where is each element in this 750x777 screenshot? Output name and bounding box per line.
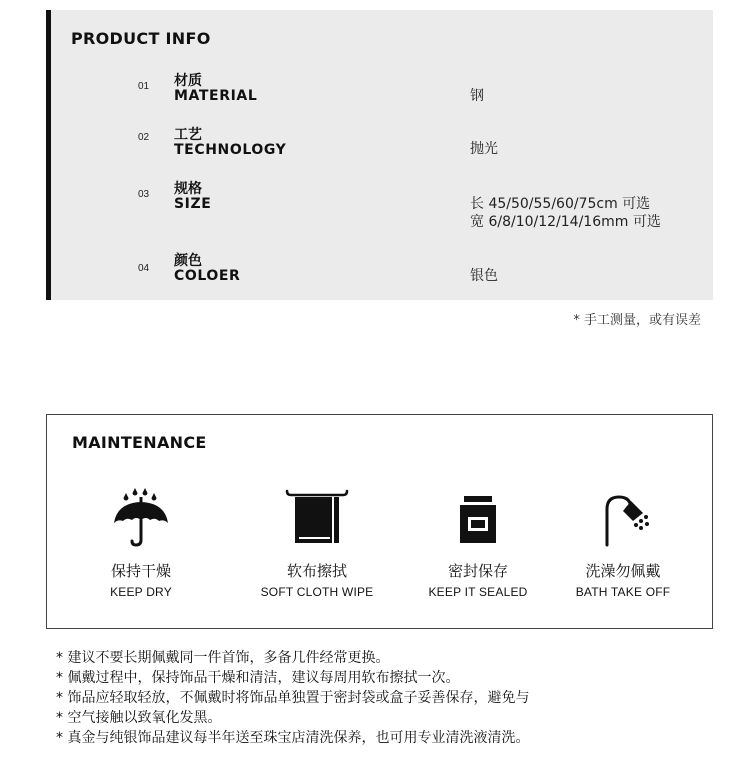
maintenance-label-en: BATH TAKE OFF bbox=[575, 585, 671, 599]
row-value: 抛光 bbox=[470, 141, 498, 157]
measurement-note: * 手工测量，或有误差 bbox=[573, 313, 701, 328]
row-value: 银色 bbox=[470, 268, 498, 284]
product-info-title: PRODUCT INFO bbox=[71, 29, 211, 48]
row-label-cn: 材质 bbox=[174, 73, 202, 89]
maintenance-label-en: SOFT CLOTH WIPE bbox=[260, 585, 374, 599]
row-value-length: 长 45/50/55/60/75cm 可选 bbox=[470, 196, 651, 212]
row-number: 02 bbox=[138, 132, 150, 143]
shower-head-icon bbox=[591, 485, 655, 549]
maintenance-label-cn: 软布擦拭 bbox=[286, 562, 347, 580]
row-label-en: COLOER bbox=[174, 268, 241, 284]
maintenance-label-cn: 密封保存 bbox=[447, 562, 508, 580]
row-number: 01 bbox=[138, 81, 150, 92]
row-label-cn: 颜色 bbox=[174, 253, 202, 269]
care-note-line: * 空气接触以致氧化发黑。 bbox=[56, 710, 222, 726]
maintenance-item-bath-off bbox=[543, 485, 703, 599]
maintenance-item-keep-sealed bbox=[398, 485, 558, 599]
care-notes bbox=[56, 648, 529, 748]
sealed-jar-icon bbox=[446, 485, 510, 549]
row-label-en: TECHNOLOGY bbox=[174, 142, 287, 158]
maintenance-panel bbox=[46, 414, 713, 629]
row-label-en: MATERIAL bbox=[174, 88, 258, 104]
product-info-panel bbox=[46, 10, 713, 300]
maintenance-item-soft-cloth bbox=[237, 485, 397, 599]
maintenance-label-en: KEEP DRY bbox=[110, 585, 172, 599]
row-value: 钢 bbox=[470, 88, 484, 104]
care-note-line: * 佩戴过程中，保持饰品干燥和清洁，建议每周用软布擦拭一次。 bbox=[56, 670, 460, 686]
care-note-line: * 饰品应轻取轻放，不佩戴时将饰品单独置于密封袋或盒子妥善保存，避免与 bbox=[56, 690, 530, 706]
care-note-line: * 建议不要长期佩戴同一件首饰，多备几件经常更换。 bbox=[56, 650, 390, 666]
maintenance-title: MAINTENANCE bbox=[72, 433, 207, 452]
care-note-line: * 真金与纯银饰品建议每半年送至珠宝店清洗保养，也可用专业清洗液清洗。 bbox=[56, 730, 530, 746]
row-number: 04 bbox=[138, 263, 150, 274]
maintenance-label-cn: 洗澡勿佩戴 bbox=[585, 562, 661, 580]
row-value-width: 宽 6/8/10/12/14/16mm 可选 bbox=[470, 214, 661, 230]
row-label-en: SIZE bbox=[174, 196, 212, 212]
accent-bar bbox=[46, 10, 51, 300]
row-number: 03 bbox=[138, 189, 150, 200]
maintenance-item-keep-dry bbox=[61, 485, 221, 599]
maintenance-label-en: KEEP IT SEALED bbox=[428, 585, 528, 599]
row-label-cn: 工艺 bbox=[174, 127, 202, 143]
row-label-cn: 规格 bbox=[174, 181, 202, 197]
towel-rack-icon bbox=[285, 485, 349, 549]
maintenance-label-cn: 保持干燥 bbox=[110, 562, 171, 580]
umbrella-rain-icon bbox=[109, 485, 173, 549]
